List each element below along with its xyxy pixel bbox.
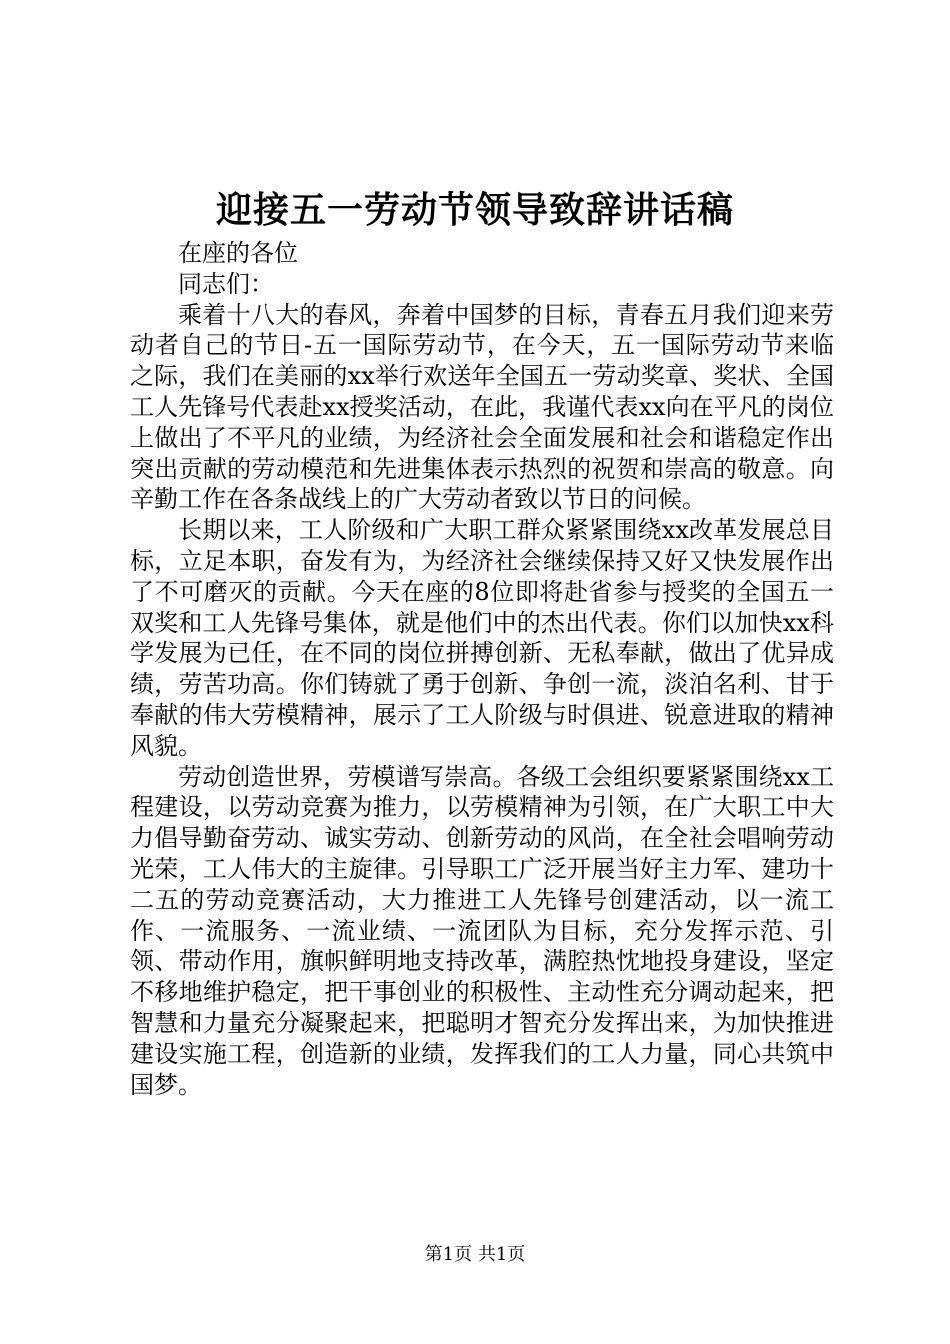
document-title: 迎接五一劳动节领导致辞讲话稿 [215,189,734,231]
document-body [130,238,834,1100]
salutation-line-1: 在座的各位 [178,239,298,267]
page-footer: 第1页 共1页 [424,1244,526,1265]
salutation-line-2: 同志们： [178,269,274,298]
paragraph-3: 劳动创造世界，劳模谱写崇高。各级工会组织要紧紧围绕xx工程建设，以劳动竞赛为推力，以劳模精神为引领，在广大职工中大力倡导勤奋劳动、诚实劳动、创新劳动的风尚，在全社会唱响劳动光荣，工人伟大的主旋律。引导职工广泛开展当好主力军、建功十二五的劳动竞赛活动，大力推进工人先锋号创建活动，以一流工作、一流服务、一流业绩、一流团队为目标，充分发挥示范、引领、带动作用，旗帜鲜明地支持改革，满腔热忱地投身建设，坚定不移地维护稳定，把干事创业的积极性、主动性充分调动起来，把智慧和力量充分凝聚起来，把聪明才智充分发挥出来，为加快推进建设实施工程，创造新的业绩，发挥我们的工人力量，同心共筑中国梦。 [130,762,834,1099]
paragraph-1: 乘着十八大的春风，奔着中国梦的目标，青春五月我们迎来劳动者自己的节日-五一国际劳动节，在今天，五一国际劳动节来临之际，我们在美丽的xx举行欢送年全国五一劳动奖章、奖状、全国工人先锋号代表赴xx授奖活动，在此，我谨代表xx向在平凡的岗位上做出了不平凡的业绩，为经济社会全面发展和社会和谐稳定作出突出贡献的劳动模范和先进集体表示热烈的祝贺和崇高的敬意。向辛勤工作在各条战线上的广大劳动者致以节日的问候。 [130,300,834,514]
paragraph-2: 长期以来，工人阶级和广大职工群众紧紧围绕xx改革发展总目标，立足本职，奋发有为，为经济社会继续保持又好又快发展作出了不可磨灭的贡献。今天在座的8位即将赴省参与授奖的全国五一双奖和工人先锋号集体，就是他们中的杰出代表。你们以加快xx科学发展为已任，在不同的岗位拼搏创新、无私奉献，做出了优异成绩，劳苦功高。你们铸就了勇于创新、争创一流，淡泊名利、甘于奉献的伟大劳模精神，展示了工人阶级与时俱进、锐意进取的精神风貌。 [130,516,834,760]
